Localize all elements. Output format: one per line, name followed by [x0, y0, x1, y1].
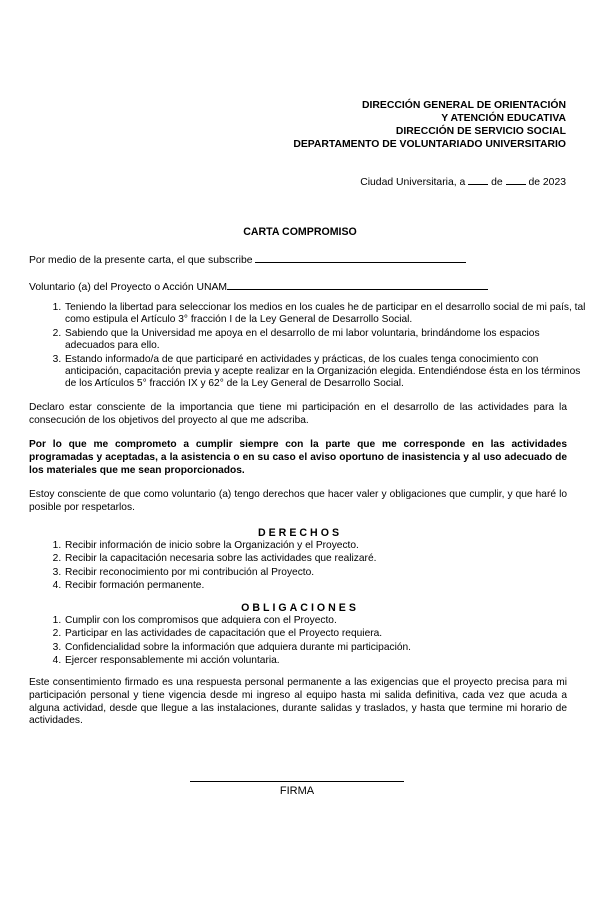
list-item: 2. Sabiendo que la Universidad me apoya en el desarrollo de mi labor voluntaria, brindándome los espacios adecuados para ello.: [64, 328, 586, 353]
declaration-paragraph: Declaro estar consciente de la importancia que tiene mi participación en el desarrollo de las actividades para la consecución de los objetivos del proyecto al que me adscriba.: [29, 402, 567, 426]
list-item: 3. Estando informado/a de que participaré en actividades y prácticas, de los cuales tenga conocimiento con anticipación, capacitación previa y acepte realizar en la Organización elegida. Entendiéndose ésta en los términos de los Artículos 5° fracción IX y 62° de la Ley General de Desarrollo Social.: [64, 354, 586, 391]
list-item: 2. Participar en las actividades de capacitación que el Proyecto requiera.: [64, 628, 586, 640]
list-item: 4. Recibir formación permanente.: [64, 580, 586, 592]
document-title: CARTA COMPROMISO: [243, 226, 357, 238]
signature-line[interactable]: [190, 781, 404, 782]
subscriber-label: Por medio de la presente carta, el que subscribe: [29, 255, 253, 266]
list-item: 1. Recibir información de inicio sobre la Organización y el Proyecto.: [64, 540, 586, 552]
header-line-2: Y ATENCIÓN EDUCATIVA: [441, 113, 566, 124]
signature-label: FIRMA: [279, 785, 315, 797]
header-line-1: DIRECCIÓN GENERAL DE ORIENTACIÓN: [362, 100, 566, 111]
institution-header: [293, 99, 566, 151]
consent-paragraph: Este consentimiento firmado es una respuesta personal permanente a las exigencias que el proyecto precisa para mi participación personal y tiene vigencia desde mi ingreso al equipo hasta mi salida definitiva, cada vez que acuda a alguna actividad, desde que llegue a las instalaciones, durante salidas y traslados, y hasta que termine mi horario de actividades.: [29, 677, 567, 727]
commitment-paragraph: Por lo que me comprometo a cumplir siempre con la parte que me corresponde en las actividades programadas y aceptadas, a la asistencia o en su caso el aviso oportuno de inasistencia y al uso adecuado de los materiales que me sean proporcionados.: [29, 439, 567, 476]
date-middle: de: [491, 177, 503, 188]
list-item: 3. Confidencialidad sobre la información que adquiera durante mi participación.: [64, 642, 586, 654]
subscriber-line: [29, 253, 466, 266]
list-item: 4. Ejercer responsablemente mi acción voluntaria.: [64, 655, 586, 667]
project-name-blank[interactable]: [227, 280, 488, 290]
rights-list: [45, 540, 586, 594]
month-blank[interactable]: [506, 175, 526, 185]
day-blank[interactable]: [468, 175, 488, 185]
list-item: 1. Teniendo la libertad para seleccionar los medios en los cuales he de participar en el desarrollo social de mi país, tal como estipula el Artículo 3° fracción I de la Ley General de Desarrollo Social.: [64, 302, 586, 327]
date-line: [360, 175, 566, 188]
date-suffix: de 2023: [528, 177, 566, 188]
header-line-3: DIRECCIÓN DE SERVICIO SOCIAL: [395, 126, 566, 137]
considerations-list: [45, 302, 586, 392]
obligations-heading: OBLIGACIONES: [241, 602, 359, 614]
list-item: 3. Recibir reconocimiento por mi contribución al Proyecto.: [64, 567, 586, 579]
header-line-4: DEPARTAMENTO DE VOLUNTARIADO UNIVERSITARIO: [293, 139, 566, 150]
subscriber-name-blank[interactable]: [255, 253, 466, 263]
rights-heading: DERECHOS: [257, 527, 343, 539]
volunteer-label: Voluntario (a) del Proyecto o Acción UNAM: [29, 282, 228, 293]
list-item: 2. Recibir la capacitación necesaria sobre las actividades que realizaré.: [64, 553, 586, 565]
date-prefix: Ciudad Universitaria, a: [360, 177, 466, 188]
awareness-paragraph: Estoy consciente de que como voluntario (a) tengo derechos que hacer valer y obligaciones que cumplir, y que haré lo posible por respetarlos.: [29, 489, 567, 513]
obligations-list: [45, 615, 586, 669]
volunteer-line: [29, 280, 488, 293]
list-item: 1. Cumplir con los compromisos que adquiera con el Proyecto.: [64, 615, 586, 627]
